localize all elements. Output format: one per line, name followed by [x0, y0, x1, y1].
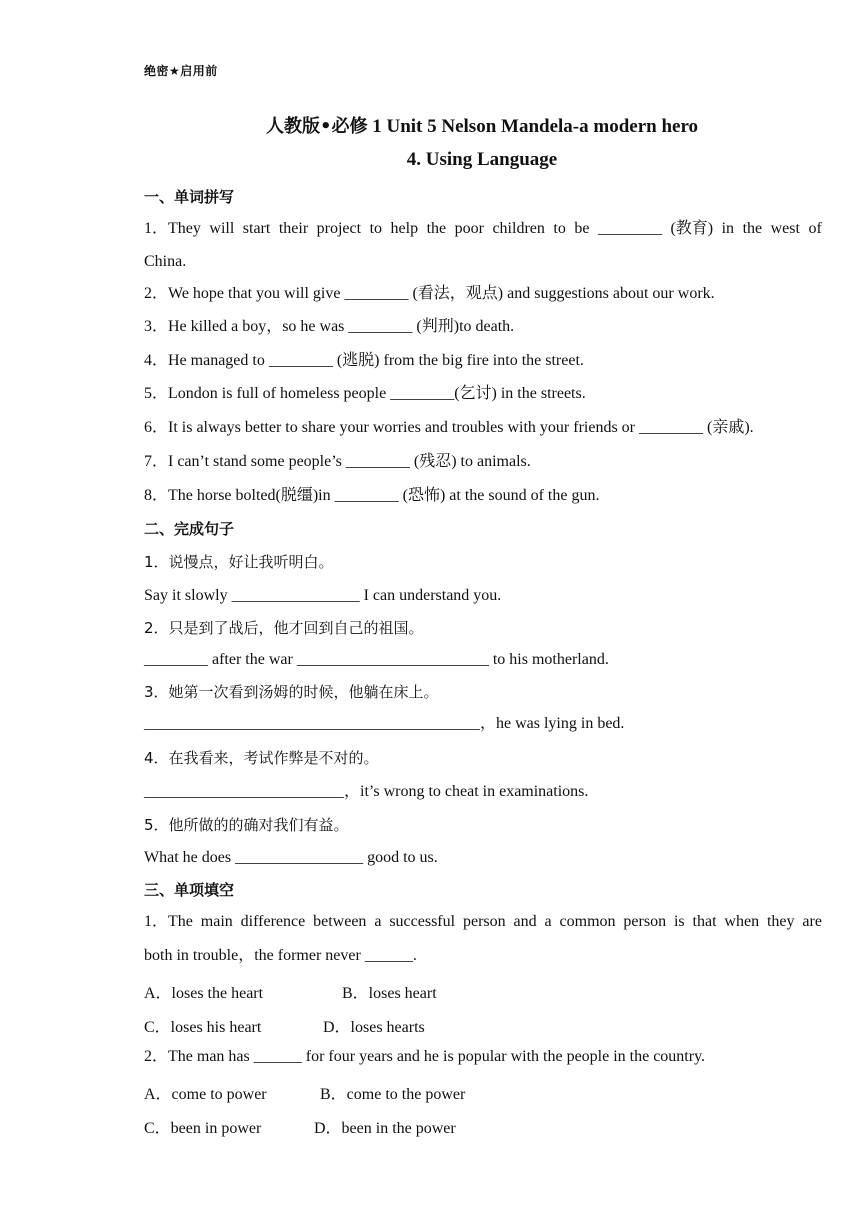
question-2-3-chinese: 3．她第一次看到汤姆的时候，他躺在床上。 — [144, 683, 439, 701]
question-1-1-word: (教育) — [670, 220, 714, 237]
question-3-1-word: are — [802, 913, 822, 930]
question-1-1-line-1 — [144, 219, 822, 239]
section-heading-spelling: 一、单词拼写 — [144, 188, 235, 206]
question-3-1-word: person — [462, 913, 506, 930]
question-3-1-word: they — [766, 913, 795, 930]
question-3-1-option-b: B．loses heart — [342, 985, 437, 1002]
question-1-1-word: the — [426, 220, 447, 237]
question-3-2: 2．The man has ______ for four years and he is popular with the people in the country. — [144, 1048, 706, 1065]
question-2-1-chinese: 1．说慢点，好让我听明白。 — [144, 553, 334, 571]
question-1-1-word: 1．They — [144, 220, 201, 237]
question-1-1-word: be — [574, 220, 590, 237]
question-3-2-option-c: C．been in power — [144, 1120, 262, 1137]
question-3-1-word: that — [692, 913, 717, 930]
question-1-1-word: project — [316, 220, 362, 237]
section-heading-sentences: 二、完成句子 — [144, 520, 235, 538]
question-3-2-option-d: D．been in the power — [314, 1120, 456, 1137]
question-3-1-word: a — [544, 913, 552, 930]
question-1-5: 5．London is full of homeless people ________(乞讨) in the streets. — [144, 385, 586, 402]
question-3-1-word: and — [513, 913, 537, 930]
question-1-1-word: children — [492, 220, 545, 237]
question-1-1-word: to — [369, 220, 383, 237]
question-1-1-word: of — [808, 220, 822, 237]
question-3-1-word: a — [374, 913, 382, 930]
question-2-1-english: Say it slowly ________________ I can understand you. — [144, 587, 502, 604]
question-2-2-english: ________ after the war ________________________ to his motherland. — [144, 651, 609, 668]
question-1-7: 7．I can’t stand some people’s ________ (残忍) to animals. — [144, 453, 531, 470]
section-heading-multiple-choice: 三、单项填空 — [144, 881, 235, 899]
question-3-1-word: main — [200, 913, 233, 930]
question-1-1-word: start — [242, 220, 271, 237]
question-3-1-word: when — [724, 913, 760, 930]
question-2-5-english: What he does ________________ good to us. — [144, 849, 438, 866]
title-chinese: 人教版•必修 — [265, 116, 368, 137]
question-3-1-option-d: D．loses hearts — [323, 1019, 425, 1036]
question-3-1-word: 1．The — [144, 913, 193, 930]
question-3-1-line-1 — [144, 912, 822, 932]
question-1-1-word: help — [390, 220, 419, 237]
question-3-1-line-2: both in trouble，the former never ______. — [144, 947, 417, 964]
question-3-1-word: successful — [389, 913, 456, 930]
question-1-1-word: west — [770, 220, 800, 237]
question-1-1-word: their — [278, 220, 309, 237]
document-subtitle: 4. Using Language — [406, 149, 558, 170]
question-1-1-word: the — [742, 220, 763, 237]
title-english: 1 Unit 5 Nelson Mandela-a modern hero — [367, 116, 699, 137]
question-1-6: 6．It is always better to share your worries and troubles with your friends or ________ (亲戚). — [144, 419, 754, 436]
question-1-1-word: will — [209, 220, 235, 237]
question-3-2-option-b: B．come to the power — [320, 1086, 466, 1103]
question-1-4: 4．He managed to ________ (逃脱) from the big fire into the street. — [144, 352, 584, 369]
question-2-4-chinese: 4．在我看来，考试作弊是不对的。 — [144, 749, 379, 767]
question-1-1-word: to — [553, 220, 566, 237]
question-1-1-word: poor — [454, 220, 484, 237]
question-2-4-english: _________________________，it’s wrong to cheat in examinations. — [144, 783, 589, 800]
question-1-1-line-2: China. — [144, 253, 187, 270]
question-1-8: 8．The horse bolted(脱缰)in ________ (恐怖) at the sound of the gun. — [144, 487, 600, 504]
question-2-3-english: __________________________________________，he was lying in bed. — [144, 715, 625, 732]
question-3-1-word: is — [673, 913, 685, 930]
question-3-1-word: common — [559, 913, 616, 930]
question-3-1-word: difference — [240, 913, 306, 930]
question-1-2: 2．We hope that you will give ________ (看法，观点) and suggestions about our work. — [144, 285, 715, 302]
question-1-3: 3．He killed a boy，so he was ________ (判刑)to death. — [144, 318, 515, 335]
question-1-1-word: in — [721, 220, 735, 237]
confidential-label: 绝密★启用前 — [144, 64, 218, 78]
question-3-1-word: person — [623, 913, 667, 930]
question-2-5-chinese: 5．他所做的的确对我们有益。 — [144, 816, 349, 834]
question-2-2-chinese: 2．只是到了战后，他才回到自己的祖国。 — [144, 619, 424, 637]
question-3-2-option-a: A．come to power — [144, 1086, 267, 1103]
question-3-1-option-a: A．loses the heart — [144, 985, 264, 1002]
document-title — [0, 112, 860, 138]
question-3-1-word: between — [313, 913, 367, 930]
question-3-1-option-c: C．loses his heart — [144, 1019, 262, 1036]
question-1-1-word: ________ — [597, 220, 662, 237]
